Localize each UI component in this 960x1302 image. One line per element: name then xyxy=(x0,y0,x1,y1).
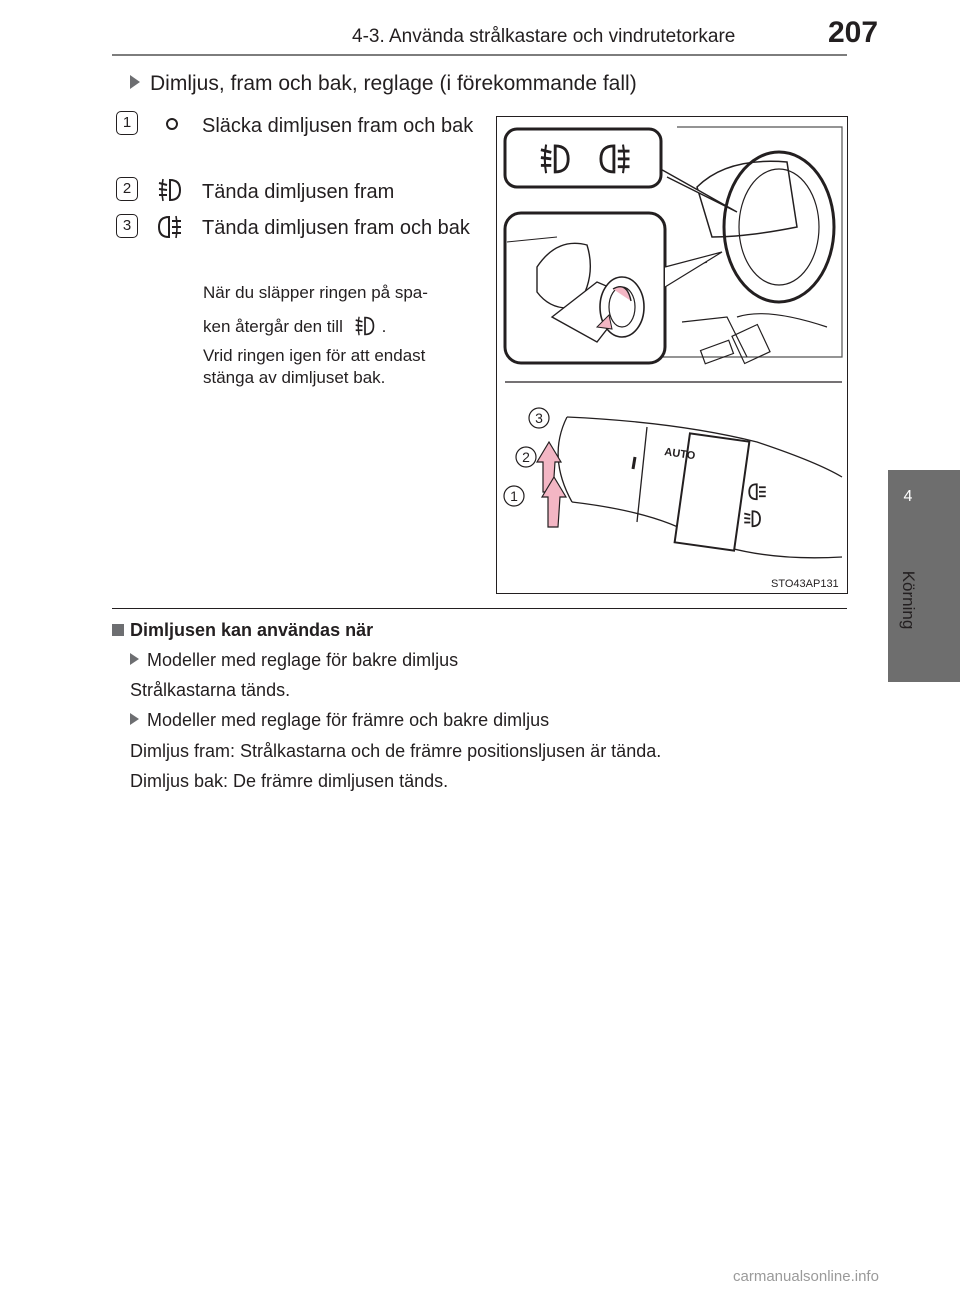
square-bullet-icon xyxy=(112,624,124,636)
front-fog-inline-icon xyxy=(352,315,378,337)
section-heading-text: Dimljus, fram och bak, reglage (i förekommande fall) xyxy=(150,72,637,95)
triangle-bullet-icon xyxy=(130,713,139,725)
note-line-2 xyxy=(203,313,493,341)
figure-callout-1-label: 1 xyxy=(510,488,518,504)
model-both-text: Modeller med reglage för främre och bakre dimljus xyxy=(147,710,550,730)
header-rule xyxy=(112,54,847,56)
lever-rear-fog-icon xyxy=(749,484,766,499)
callout-bubble xyxy=(505,129,737,212)
conditions-heading-text: Dimljusen kan användas när xyxy=(130,620,374,640)
hand-inset xyxy=(505,213,722,363)
note-line-4: stänga av dimljuset bak. xyxy=(203,368,386,387)
triangle-bullet-icon xyxy=(130,75,140,89)
rear-fog-icon xyxy=(156,214,184,240)
figure-callout-2 xyxy=(516,447,536,467)
watermark: carmanualsonline.info xyxy=(733,1268,879,1285)
front-fog-icon xyxy=(156,177,184,203)
fog-light-switch-illustration xyxy=(496,116,848,594)
chapter-tab-label: Körning xyxy=(899,570,918,630)
note-line-2-suffix: . xyxy=(381,317,387,336)
conditions-heading xyxy=(112,620,373,641)
figure-callout-1 xyxy=(504,486,524,506)
off-circle-icon xyxy=(158,112,186,138)
figure-callout-2-label: 2 xyxy=(522,449,530,465)
illustration-drawing xyxy=(497,117,847,593)
section-heading xyxy=(130,72,637,96)
front-fog-condition: Dimljus fram: Strålkastarna och de främre positionsljusen är tända. xyxy=(130,741,662,761)
lever-closeup xyxy=(558,417,842,558)
switch-auto-label: AUTO xyxy=(663,446,696,463)
figure-code: STO43AP131 xyxy=(771,578,839,590)
figure-callout-3-label: 3 xyxy=(535,410,543,426)
model-rear-result: Strålkastarna tänds. xyxy=(130,680,291,700)
pink-arrows xyxy=(537,442,566,527)
model-both-line xyxy=(130,710,549,731)
item-text-2: Tända dimljusen fram xyxy=(202,181,395,203)
note-line-2-prefix: ken återgår den till xyxy=(203,317,343,336)
model-rear-line xyxy=(130,650,458,671)
page-number: 207 xyxy=(828,16,879,49)
dashboard-scene xyxy=(657,127,842,364)
triangle-bullet-icon xyxy=(130,653,139,665)
page-header-title: 4-3. Använda strålkastare och vindrutetorkare xyxy=(352,26,736,47)
item-text-3: Tända dimljusen fram och bak xyxy=(202,217,470,239)
lever-front-fog-icon xyxy=(744,511,760,526)
chapter-tab-number: 4 xyxy=(903,488,913,505)
item-number-3: 3 xyxy=(116,214,138,238)
figure-callout-3 xyxy=(529,408,549,428)
item-text-1: Släcka dimljusen fram och bak xyxy=(202,115,474,137)
note-line-3: Vrid ringen igen för att endast xyxy=(203,346,426,365)
rear-fog-condition: Dimljus bak: De främre dimljusen tänds. xyxy=(130,771,449,791)
item-number-1: 1 xyxy=(116,111,138,135)
note-line-1: När du släpper ringen på spa- xyxy=(203,283,428,302)
section-divider xyxy=(112,608,847,609)
model-rear-text: Modeller med reglage för bakre dimljus xyxy=(147,650,459,670)
item-number-2: 2 xyxy=(116,177,138,201)
